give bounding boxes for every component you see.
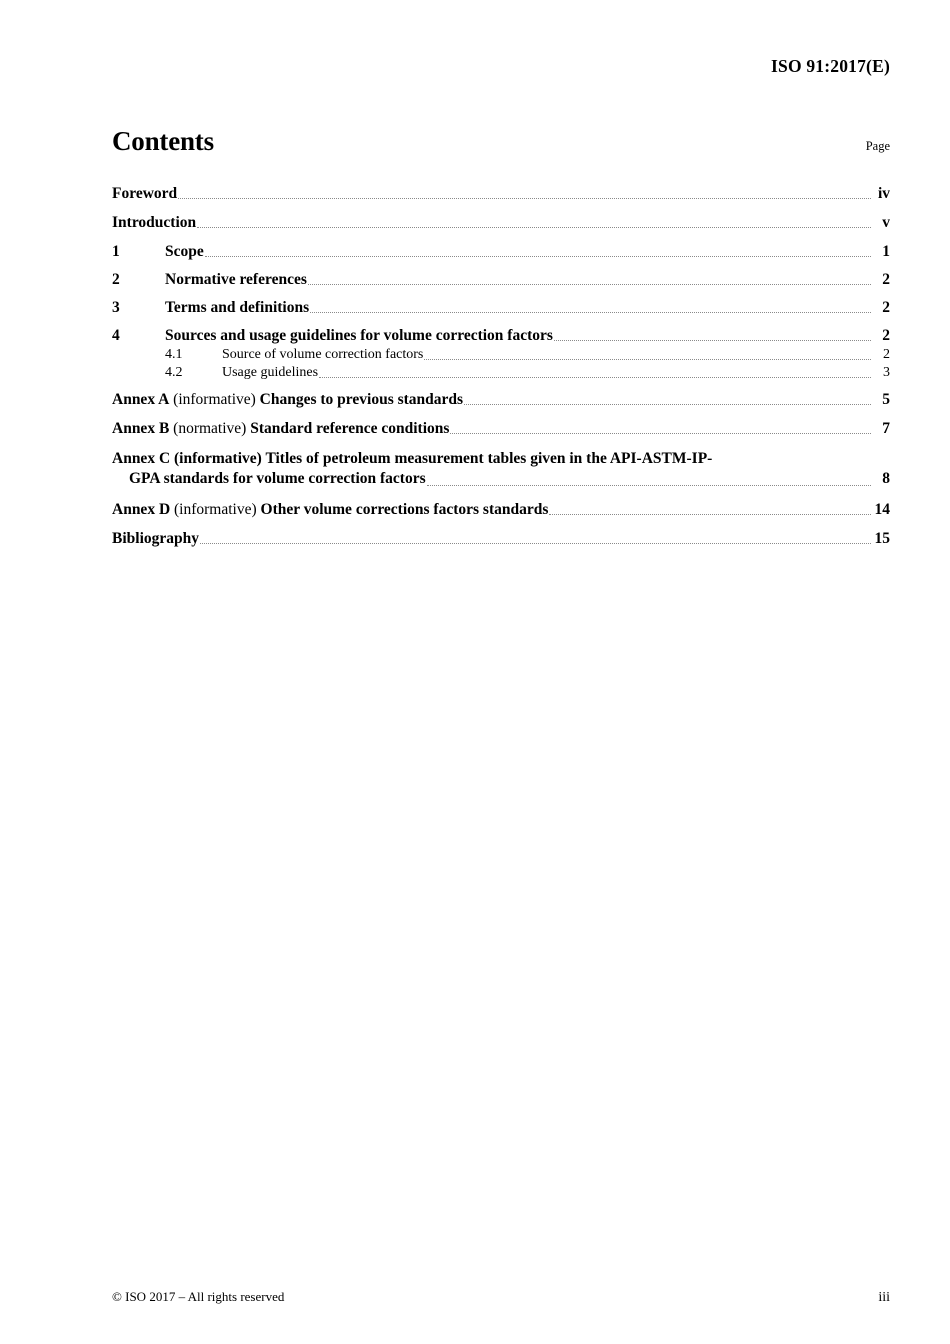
toc-entry-title: Source of volume correction factors [222, 347, 424, 362]
toc-entry-title: Bibliography [112, 529, 199, 547]
dot-leader [450, 422, 871, 438]
annex-type: (informative) [174, 450, 262, 467]
toc-entry-clause-2[interactable] [112, 271, 890, 289]
dot-leader [200, 532, 871, 548]
toc-entry-title: Sources and usage guidelines for volume correction factors [165, 327, 553, 344]
toc-entry-page: 14 [874, 500, 890, 518]
toc-entry-page: 5 [882, 391, 890, 408]
annex-type: (normative) [173, 420, 247, 437]
toc-entry-title: Usage guidelines [222, 365, 319, 380]
toc-entry-foreword[interactable] [112, 185, 890, 203]
annex-type: (informative) [173, 391, 256, 408]
dot-leader [549, 503, 871, 519]
toc-entry-page: 2 [882, 327, 890, 344]
toc-entry-annex-b[interactable] [112, 420, 890, 438]
table-of-contents [112, 185, 890, 559]
page-column-label: Page [865, 138, 890, 153]
toc-entry-title: Introduction [112, 214, 197, 231]
toc-entry-page: 2 [882, 299, 890, 316]
dot-leader [424, 347, 871, 363]
toc-entry-title: Scope [165, 243, 204, 260]
toc-entry-title: Terms and definitions [165, 299, 310, 316]
toc-entry-title-line-2 [112, 469, 890, 489]
page-number: iii [878, 1290, 890, 1305]
toc-entry-page: v [882, 214, 890, 231]
contents-heading-row [112, 128, 890, 155]
toc-entry-introduction[interactable] [112, 214, 890, 232]
dot-leader [310, 301, 871, 317]
toc-entry-page: 2 [883, 347, 890, 362]
toc-entry-page: 2 [882, 271, 890, 288]
toc-entry-subclause-4-1[interactable] [112, 347, 890, 363]
toc-entry-title [112, 391, 463, 409]
annex-label: Annex C [112, 450, 171, 467]
toc-entry-title [112, 501, 548, 519]
dot-leader [464, 393, 871, 409]
toc-entry-clause-1[interactable] [112, 243, 890, 261]
toc-entry-number: 4.2 [165, 365, 183, 380]
toc-entry-annex-c[interactable] [112, 449, 890, 490]
page-title: Contents [112, 126, 214, 156]
annex-title: Other volume corrections factors standards [260, 500, 549, 518]
document-reference-header: ISO 91:2017(E) [771, 56, 890, 76]
toc-entry-title-line-1 [112, 449, 890, 469]
toc-entry-page: 15 [874, 529, 890, 547]
toc-entry-subclause-4-2[interactable] [112, 365, 890, 381]
toc-entry-page: 1 [882, 243, 890, 260]
toc-entry-bibliography[interactable] [112, 530, 890, 548]
toc-entry-annex-d[interactable] [112, 501, 890, 519]
annex-title-line-2: GPA standards for volume correction factors [129, 470, 426, 488]
toc-entry-page: 3 [883, 365, 890, 380]
annex-title: Changes to previous standards [259, 391, 464, 408]
toc-entry-number: 4.1 [165, 347, 183, 362]
toc-entry-page: 8 [882, 470, 890, 488]
annex-label: Annex D [112, 500, 171, 518]
toc-entry-annex-a[interactable] [112, 391, 890, 409]
dot-leader [554, 329, 871, 345]
toc-entry-page: iv [877, 185, 890, 202]
toc-entry-number: 3 [112, 299, 120, 316]
toc-entry-number: 4 [112, 327, 120, 344]
toc-entry-title [112, 420, 449, 438]
annex-title-line-1: Titles of petroleum measurement tables given in the API-ASTM-IP- [265, 450, 713, 467]
annex-label: Annex A [112, 391, 170, 408]
page-footer [112, 1289, 890, 1306]
dot-leader [178, 187, 871, 203]
toc-entry-title: Normative references [165, 271, 307, 288]
dot-leader [319, 365, 871, 381]
dot-leader [205, 245, 871, 261]
copyright-notice: © ISO 2017 – All rights reserved [112, 1289, 285, 1304]
toc-entry-number: 2 [112, 271, 120, 288]
dot-leader [308, 273, 871, 289]
annex-title: Standard reference conditions [250, 420, 450, 437]
toc-entry-title: Foreword [112, 185, 178, 202]
toc-entry-page: 7 [882, 420, 890, 437]
annex-type: (informative) [174, 500, 257, 518]
toc-entry-clause-3[interactable] [112, 299, 890, 317]
annex-label: Annex B [112, 420, 170, 437]
toc-entry-number: 1 [112, 243, 120, 260]
dot-leader [427, 474, 871, 490]
toc-entry-clause-4[interactable] [112, 327, 890, 345]
dot-leader [197, 216, 871, 232]
